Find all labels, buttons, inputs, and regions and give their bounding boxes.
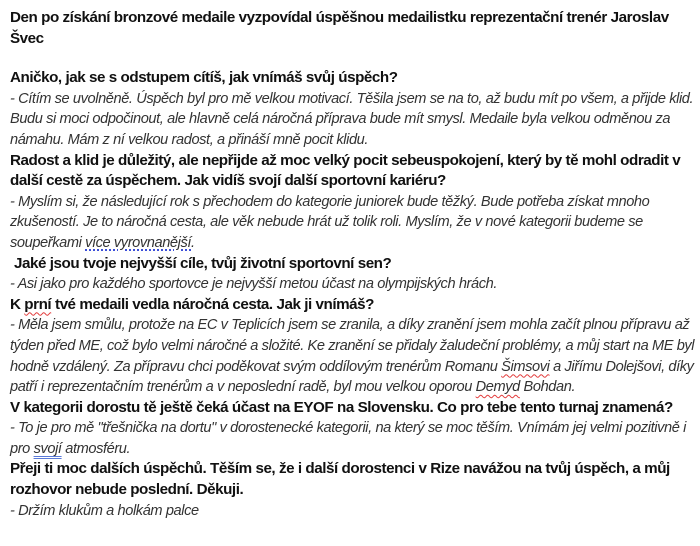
spelling-flagged-word[interactable]: Šimsovi <box>501 358 550 375</box>
grammar-flagged-word[interactable]: více vyrovnanější <box>85 234 192 251</box>
answer-text: . <box>191 234 195 251</box>
interview-question: Radost a klid je důležitý, ale nepřijde až moc velký pocit sebeuspokojení, který by tě mohl odradit v další cestě za úspěchem. Jak vidíš svojí další sportovní kariéru? <box>10 151 681 190</box>
answer-text: - Myslím si, že následující rok s přechodem do kategorie juniorek bude těžký. Bude potřeba získat mnoho zkušeností. Je to náročná cesta, ale věk nebude hrát už tolik roli. Myslím, že v nové kategorii budeme se soupeřkami <box>10 193 650 251</box>
answer-text: atmosféru. <box>61 440 131 457</box>
question-text: K <box>10 295 25 313</box>
interview-answer <box>10 315 696 397</box>
interview-question: V kategorii dorostu tě ještě čeká účast na EYOF na Slovensku. Co pro tebe tento turnaj znamená? <box>10 398 673 416</box>
spelling-flagged-word[interactable]: prní <box>24 295 52 313</box>
answer-text: a Jiřímu Dolejšovi, díky patří i reprezentačním trenérům a v neposlední radě, byl mou velkou oporou <box>10 358 694 396</box>
interview-answer <box>10 418 696 459</box>
interview-answer: - Držím klukům a holkám palce <box>10 502 199 519</box>
spelling-flagged-word[interactable]: Demyd <box>475 379 520 396</box>
article-heading: Den po získání bronzové medaile vyzpovídal úspěšnou medailistku reprezentační trenér Jaroslav Švec <box>10 9 669 47</box>
interview-question: Jaké jsou tvoje nejvyšší cíle, tvůj životní sportovní sen? <box>14 254 392 272</box>
document-body <box>10 8 696 521</box>
answer-text: Bohdan. <box>519 379 576 396</box>
interview-question: Aničko, jak se s odstupem cítíš, jak vnímáš svůj úspěch? <box>10 69 398 87</box>
question-text: tvé medaili vedla náročná cesta. Jak ji vnímáš? <box>51 295 375 313</box>
empty-paragraph <box>10 49 696 68</box>
interview-answer: - Asi jako pro každého sportovce je nejvyšší metou účast na olympijských hrách. <box>10 276 497 293</box>
answer-text: - To je pro mě "třešnička na dortu" v dorostenecké kategorii, na který se moc těším. Vnímám jej velmi pozitivně i pro <box>10 420 686 457</box>
interview-question <box>10 295 696 316</box>
interview-question: Přeji ti moc dalších úspěchů. Těším se, že i další dorostenci v Rize navážou na tvůj úspěch, a můj rozhovor nebude poslední. Děkuji. <box>10 460 670 499</box>
interview-answer <box>10 192 696 254</box>
answer-text: - Měla jsem smůlu, protože na EC v Teplicích jsem se zranila, a díky zranění jsem mohla začít plnou přípravu až týden před ME, což bylo velmi náročné a složité. Ke zranění se přidaly žaludeční problémy, a můj start na ME byl hodně vzdálený. Za přípravu chci poděkovat svým oddílovým trenérům Romanu <box>10 317 695 375</box>
grammar-flagged-word[interactable]: svojí <box>33 440 62 457</box>
interview-answer: - Cítím se uvolněně. Úspěch byl pro mě velkou motivací. Těšila jsem se na to, až budu mít po všem, a přijde klid. Budu si moci odpočinout, ale hlavně celá náročná příprava bude mít smysl. Medaile byla velkou odměnou za námahu. Mám z ní velkou radost, a přináší mně pocit klidu. <box>10 90 694 148</box>
